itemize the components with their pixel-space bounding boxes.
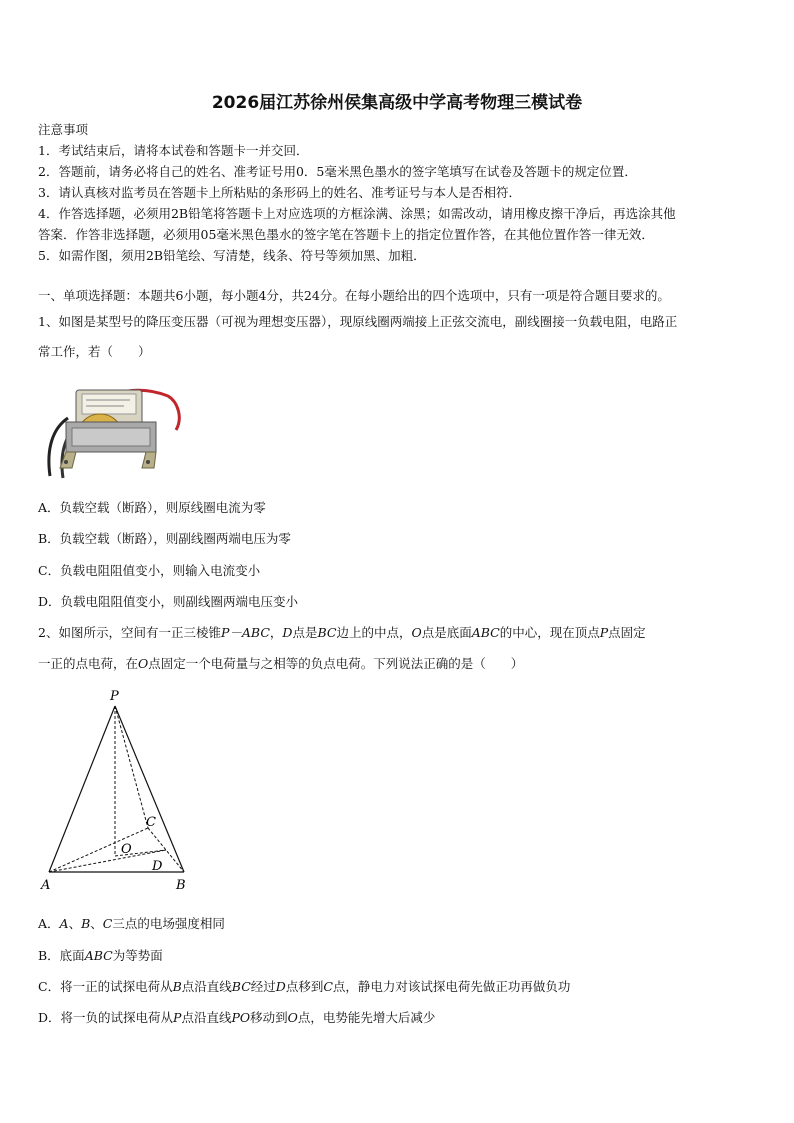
q2-text: 点固定	[608, 625, 646, 640]
label-c: C	[146, 815, 156, 830]
label-o: O	[121, 842, 132, 857]
q1-option-b: B．负载空载（断路），则副线圈两端电压为零	[38, 531, 291, 546]
q2-math: C	[323, 979, 333, 994]
q1-option-a: A．负载空载（断路），则原线圈电流为零	[38, 500, 266, 515]
label-b: B	[176, 878, 186, 893]
notice-item: 答案．作答非选择题，必须用05毫米黑色墨水的签字笔在答题卡上的指定位置作答，在其他位置作答一律无效．	[38, 227, 654, 242]
q1-option-d: D．负载电阻阻值变小，则副线圈两端电压变小	[38, 594, 299, 609]
q2-text: B．底面	[38, 948, 85, 963]
q2-math: O	[411, 625, 422, 640]
section-heading: 一、单项选择题：本题共6小题，每小题4分，共24分。在每小题给出的四个选项中，只有一项是符合题目要求的。	[38, 288, 670, 303]
q2-math: B	[172, 979, 182, 994]
q2-option-a	[38, 915, 225, 933]
notice-item: 2．答题前，请务必将自己的姓名、准考证号用0．5毫米黑色墨水的签字笔填写在试卷及答题卡的规定位置．	[38, 164, 637, 179]
question-1-stem: 1、如图是某型号的降压变压器（可视为理想变压器），现原线圈两端接上正弦交流电，副线圈接一负载电阻，电路正	[38, 314, 678, 329]
q2-math: P－ABC	[220, 625, 270, 640]
q2-text: 移动到	[250, 1010, 288, 1025]
q2-math: P	[599, 625, 609, 640]
q2-text: 为等势面	[112, 948, 163, 963]
q2-text: C．将一正的试探电荷从	[38, 979, 173, 994]
q2-text: 点，电势能先增大后减少	[297, 1010, 436, 1025]
notice-heading: 注意事项	[38, 122, 89, 137]
q2-text: ，	[269, 625, 283, 640]
q2-text: 点固定一个电荷量与之相等的负点电荷。下列说法正确的是（ ）	[148, 656, 524, 671]
question-1-stem-cont: 常工作，若（ ）	[38, 344, 151, 359]
notice-item: 5．如需作图，须用2B铅笔绘、写清楚，线条、符号等须加黑、加粗．	[38, 248, 426, 263]
q1-option-c: C．负载电阻阻值变小，则输入电流变小	[38, 563, 261, 578]
q2-math: O	[287, 1010, 298, 1025]
q2-text: 三点的电场强度相同	[112, 916, 225, 931]
q2-text: A．	[38, 916, 60, 931]
q2-text: 一正的点电荷，在	[38, 656, 139, 671]
q2-math: P	[173, 1010, 182, 1025]
q2-text: 经过	[250, 979, 276, 994]
q2-option-b	[38, 947, 163, 965]
q2-text: 的中心，现在顶点	[499, 625, 600, 640]
q2-text: D．将一负的试探电荷从	[38, 1010, 174, 1025]
q2-text: 点沿直线	[181, 1010, 232, 1025]
q2-text: 、	[90, 916, 103, 931]
question-2-stem	[38, 624, 646, 642]
pyramid-figure	[38, 686, 198, 896]
q2-math: A	[59, 916, 69, 931]
notice-item: 4．作答选择题，必须用2B铅笔将答题卡上对应选项的方框涂满、涂黑；如需改动，请用橡皮擦干净后，再选涂其他	[38, 206, 676, 221]
q2-math: PO	[231, 1010, 251, 1025]
q2-math: BC	[317, 625, 337, 640]
q2-math: B	[81, 916, 91, 931]
q2-text: 点移到	[285, 979, 324, 994]
label-a: A	[41, 878, 51, 893]
transformer-image	[38, 368, 188, 483]
page-title: 2026届江苏徐州侯集高级中学高考物理三模试卷	[211, 93, 583, 113]
q2-option-c	[38, 978, 570, 996]
q2-text: 点，静电力对该试探电荷先做正功再做负功	[332, 979, 571, 994]
q2-text: 边上的中点，	[336, 625, 412, 640]
question-2-stem-cont	[38, 655, 523, 673]
q2-math: BC	[231, 979, 251, 994]
label-p: P	[110, 689, 119, 704]
q2-text: 、	[68, 916, 82, 931]
notice-item: 3．请认真核对监考员在答题卡上所粘贴的条形码上的姓名、准考证号与本人是否相符．	[38, 185, 521, 200]
notice-item: 1．考试结束后，请将本试卷和答题卡一并交回．	[38, 143, 309, 158]
q2-math: C	[102, 916, 113, 931]
q2-math: D	[282, 625, 293, 640]
q2-option-d	[38, 1009, 435, 1027]
q2-text: 点是底面	[421, 625, 472, 640]
q2-text: 点是	[292, 625, 318, 640]
q2-math: O	[138, 656, 149, 671]
q2-text: 2、如图所示，空间有一正三棱锥	[38, 625, 221, 640]
q2-math: ABC	[84, 948, 113, 963]
q2-text: 点沿直线	[181, 979, 232, 994]
label-d: D	[152, 859, 163, 874]
q2-math: D	[275, 979, 286, 994]
q2-math: ABC	[471, 625, 500, 640]
